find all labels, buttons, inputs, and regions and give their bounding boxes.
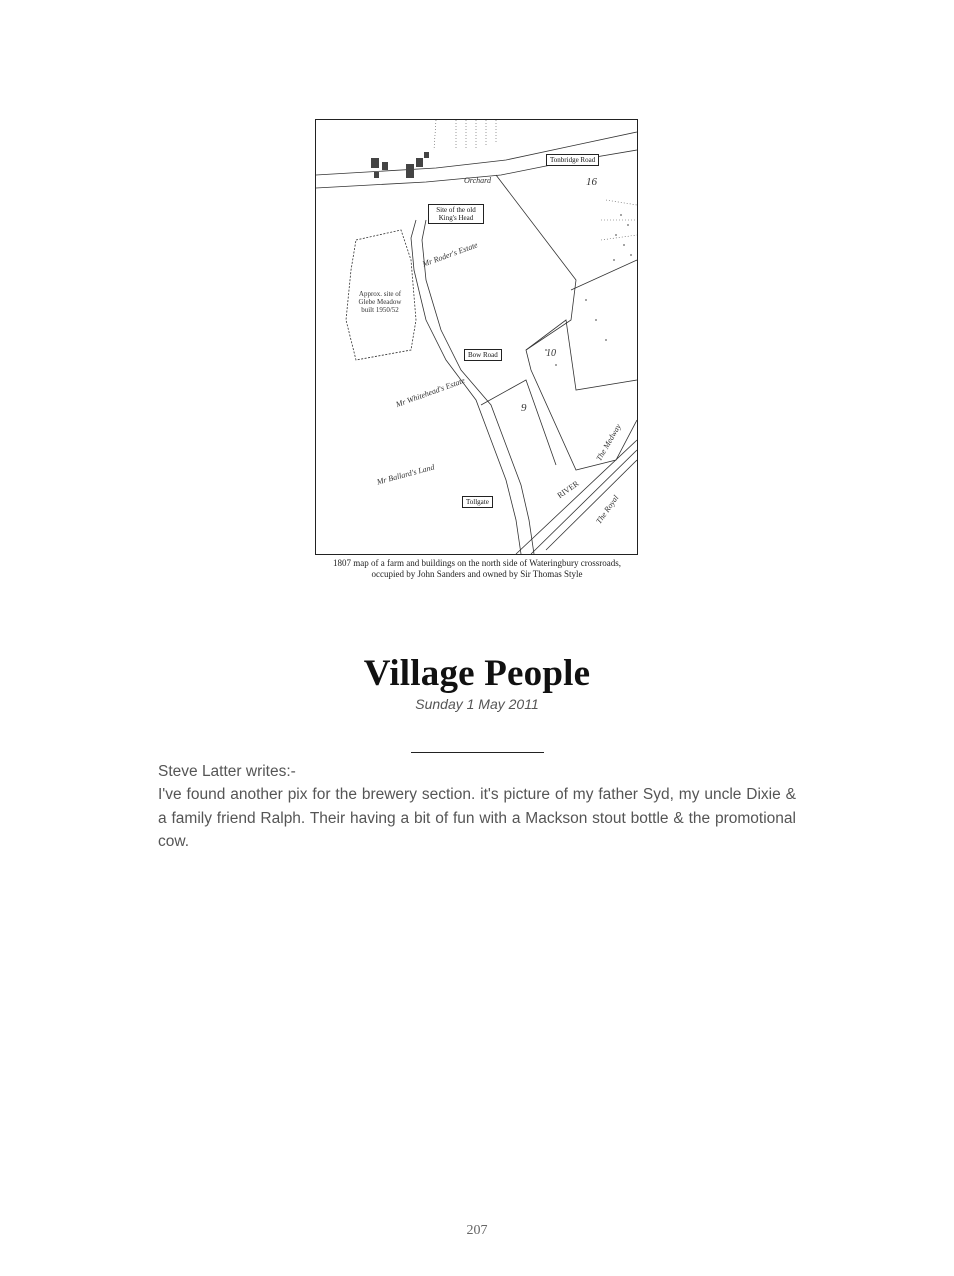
article-title: Village People (363, 653, 591, 694)
field-9-label: 9 (521, 402, 527, 414)
tonbridge-road-label: Tonbridge Road (546, 154, 599, 166)
page-number: 207 (466, 1223, 488, 1238)
kings-head-label: Site of the old King's Head (428, 204, 484, 224)
estate-label-2: Mr Whitehead's Estate (394, 375, 467, 410)
divider (411, 752, 544, 753)
royal-label: The Royal (594, 493, 621, 526)
body-paragraph: I've found another pix for the brewery section. it's picture of my father Syd, my uncle Dixie & a family friend Ralph. Their having a bit of fun with a Mackson stout bottle & the promotional cow. (158, 786, 796, 850)
map-caption (300, 558, 654, 580)
medway-label: The Medway (594, 422, 623, 463)
estate-label-1: Mr Roder's Estate (421, 240, 479, 269)
caption-line-1: 1807 map of a farm and buildings on the north side of Wateringbury crossroads, (332, 558, 622, 568)
glebe-meadow-label: Approx. site of Glebe Meadow built 1950/52 (358, 290, 402, 314)
tollgate-label: Tollgate (462, 496, 493, 508)
field-16-label: 16 (586, 176, 597, 188)
field-10-label: 10 (546, 348, 556, 359)
caption-line-2: occupied by John Sanders and owned by Sir Thomas Style (371, 569, 583, 579)
historic-map-image (315, 119, 638, 555)
byline: Steve Latter writes:- (158, 763, 296, 780)
bow-road-label: Bow Road (464, 349, 502, 361)
orchard-label: Orchard (464, 176, 491, 185)
river-label: RIVER (555, 478, 581, 501)
article-body (158, 760, 796, 853)
estate-label-3: Mr Ballard's Land (375, 462, 436, 487)
article-date: Sunday 1 May 2011 (415, 696, 539, 712)
